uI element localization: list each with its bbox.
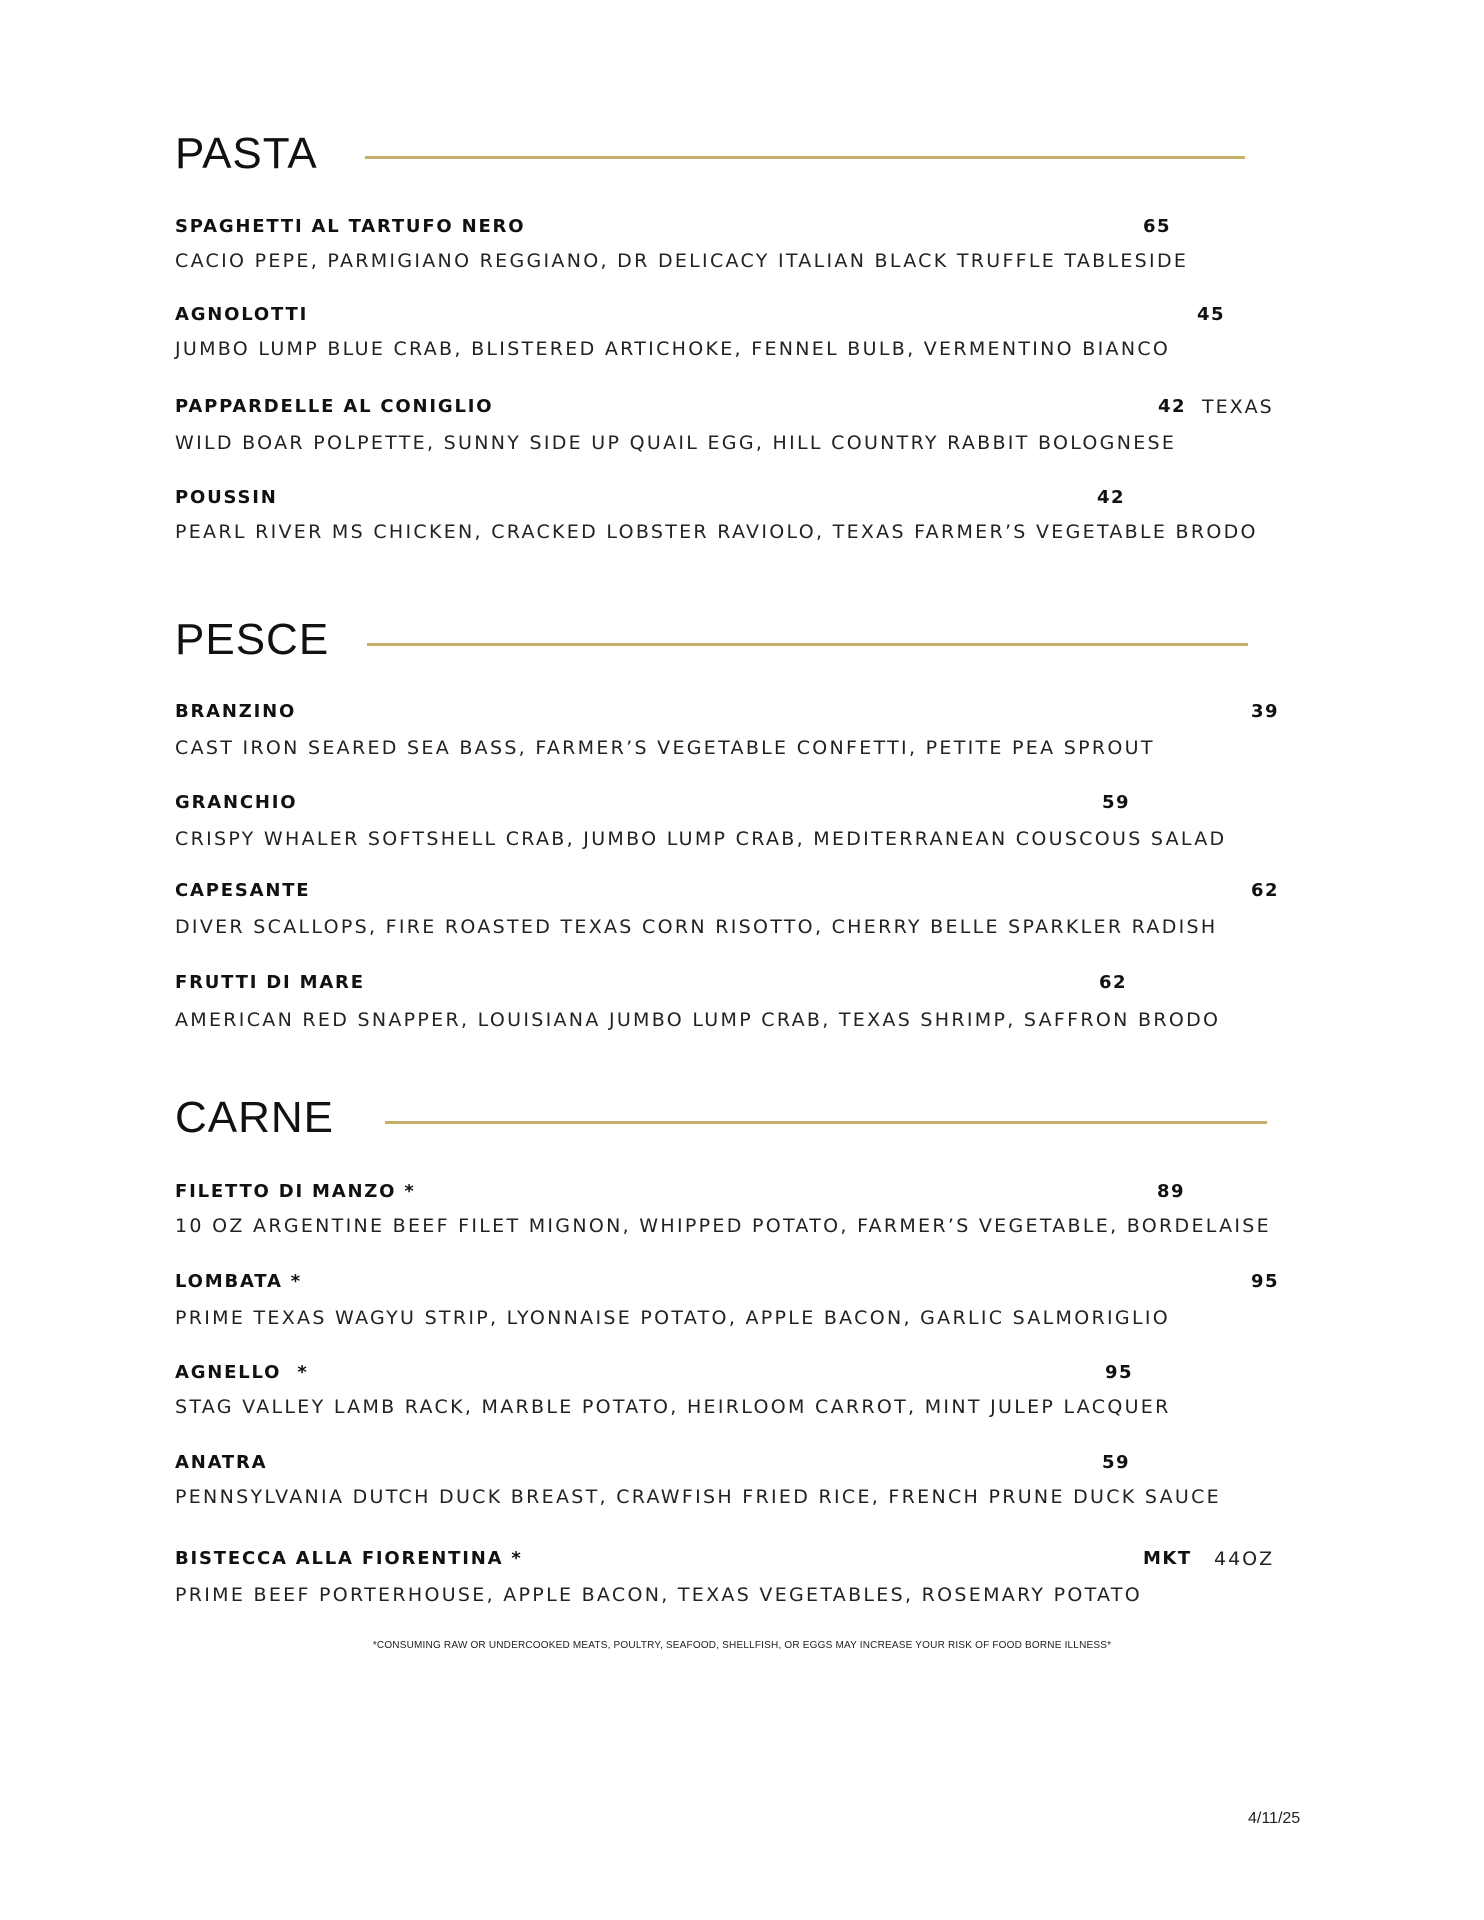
menu-item-price: 65	[1143, 216, 1172, 237]
section-title: CARNE	[175, 1093, 335, 1142]
menu-item-name: GRANCHIO	[175, 792, 298, 813]
menu-item-name: FRUTTI DI MARE	[175, 972, 365, 993]
menu-item-name: SPAGHETTI AL TARTUFO NERO	[175, 216, 526, 237]
menu-item-price: 62	[1099, 972, 1128, 993]
menu-item-note: TEXAS	[1202, 396, 1274, 418]
menu-item-description: STAG VALLEY LAMB RACK, MARBLE POTATO, HEIRLOOM CARROT, MINT JULEP LACQUER	[175, 1396, 1171, 1418]
menu-item-price: 95	[1105, 1362, 1134, 1383]
menu-item-name: AGNELLO *	[175, 1362, 309, 1383]
menu-item-price: 59	[1102, 1452, 1131, 1473]
menu-item-description: CAST IRON SEARED SEA BASS, FARMER’S VEGETABLE CONFETTI, PETITE PEA SPROUT	[175, 737, 1155, 759]
menu-item-description: JUMBO LUMP BLUE CRAB, BLISTERED ARTICHOKE, FENNEL BULB, VERMENTINO BIANCO	[175, 338, 1171, 360]
menu-item-description: AMERICAN RED SNAPPER, LOUISIANA JUMBO LUMP CRAB, TEXAS SHRIMP, SAFFRON BRODO	[175, 1009, 1221, 1031]
menu-item-name: PAPPARDELLE AL CONIGLIO	[175, 396, 494, 417]
section-title: PASTA	[175, 129, 318, 178]
menu-item-description: PENNSYLVANIA DUTCH DUCK BREAST, CRAWFISH FRIED RICE, FRENCH PRUNE DUCK SAUCE	[175, 1486, 1221, 1508]
menu-item-name: CAPESANTE	[175, 880, 311, 901]
menu-item-name: ANATRA	[175, 1452, 268, 1473]
menu-item-description: DIVER SCALLOPS, FIRE ROASTED TEXAS CORN RISOTTO, CHERRY BELLE SPARKLER RADISH	[175, 916, 1218, 938]
menu-item-price: 62	[1251, 880, 1280, 901]
menu-item-price: MKT	[1143, 1548, 1192, 1569]
menu-item-name: AGNOLOTTI	[175, 304, 309, 325]
menu-date: 4/11/25	[1248, 1810, 1301, 1827]
menu-item-price: 45	[1197, 304, 1226, 325]
menu-item-description: PRIME TEXAS WAGYU STRIP, LYONNAISE POTATO, APPLE BACON, GARLIC SALMORIGLIO	[175, 1307, 1170, 1329]
menu-item-name: BRANZINO	[175, 701, 297, 722]
menu-item-description: 10 OZ ARGENTINE BEEF FILET MIGNON, WHIPPED POTATO, FARMER’S VEGETABLE, BORDELAISE	[175, 1215, 1271, 1237]
menu-item-name: FILETTO DI MANZO *	[175, 1181, 416, 1202]
menu-item-description: WILD BOAR POLPETTE, SUNNY SIDE UP QUAIL EGG, HILL COUNTRY RABBIT BOLOGNESE	[175, 432, 1177, 454]
menu-item-price: 95	[1251, 1271, 1280, 1292]
menu-item-name: POUSSIN	[175, 487, 278, 508]
menu-item-description: PEARL RIVER MS CHICKEN, CRACKED LOBSTER RAVIOLO, TEXAS FARMER’S VEGETABLE BRODO	[175, 521, 1258, 543]
section-title: PESCE	[175, 615, 330, 664]
menu-item-price: 89	[1157, 1181, 1186, 1202]
menu-item-price: 42	[1158, 396, 1187, 417]
menu-item-name: BISTECCA ALLA FIORENTINA *	[175, 1548, 523, 1569]
menu-item-price: 59	[1102, 792, 1131, 813]
menu-item-description: PRIME BEEF PORTERHOUSE, APPLE BACON, TEXAS VEGETABLES, ROSEMARY POTATO	[175, 1584, 1143, 1606]
menu-item-price: 39	[1251, 701, 1280, 722]
menu-item-name: LOMBATA *	[175, 1271, 302, 1292]
menu-item-note: 44OZ	[1214, 1548, 1275, 1570]
section-divider	[365, 156, 1245, 159]
menu-item-price: 42	[1097, 487, 1126, 508]
menu-item-description: CACIO PEPE, PARMIGIANO REGGIANO, DR DELICACY ITALIAN BLACK TRUFFLE TABLESIDE	[175, 250, 1189, 272]
food-safety-disclaimer: *CONSUMING RAW OR UNDERCOOKED MEATS, POULTRY, SEAFOOD, SHELLFISH, OR EGGS MAY INCREASE YOUR RISK OF FOOD BORNE ILLNESS*	[372, 1640, 1112, 1651]
section-divider	[367, 643, 1248, 646]
menu-item-description: CRISPY WHALER SOFTSHELL CRAB, JUMBO LUMP CRAB, MEDITERRANEAN COUSCOUS SALAD	[175, 828, 1227, 850]
section-divider	[385, 1121, 1267, 1124]
